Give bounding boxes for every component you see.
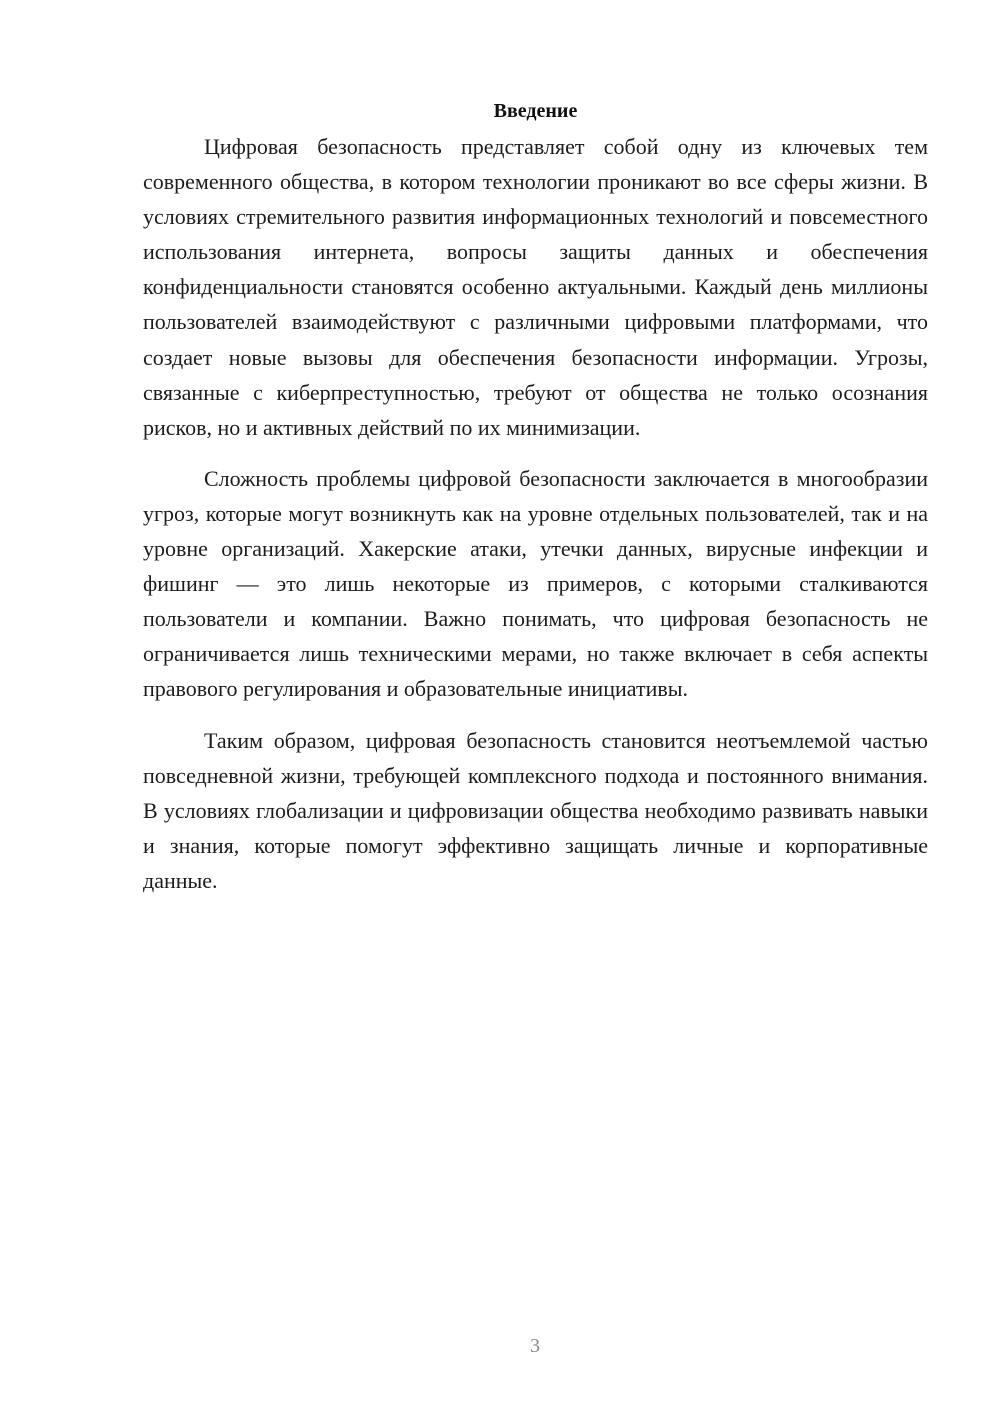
section-title: Введение [493, 100, 578, 122]
paragraph-3: Таким образом, цифровая безопасность становится неотъемлемой частью повседневной жизни, требующей комплексного подхода и постоянного внимания. В условиях глобализации и цифровизации общества необходимо развивать навыки и знания, которые помогут эффективно защищать личные и корпоративные данные. [143, 727, 928, 893]
page-content [143, 94, 928, 898]
page-number: 3 [530, 1335, 540, 1357]
paragraph-1: Цифровая безопасность представляет собой одну из ключевых тем современного общества, в котором технологии проникают во все сферы жизни. В условиях стремительного развития информационных технологий и повсеместного использования интернета, вопросы защиты данных и обеспечения конфиденциальности становятся особенно актуальными. Каждый день миллионы пользователей взаимодействуют с различными цифровыми платформами, что создает новые вызовы для обеспечения безопасности информации. Угрозы, связанные с киберпреступностью, требуют от общества не только осознания рисков, но и активных действий по их минимизации. [143, 134, 928, 440]
paragraph-2: Сложность проблемы цифровой безопасности заключается в многообразии угроз, которые могут возникнуть как на уровне отдельных пользователей, так и на уровне организаций. Хакерские атаки, утечки данных, вирусные инфекции и фишинг — это лишь некоторые из примеров, с которыми сталкиваются пользователи и компании. Важно понимать, что цифровая безопасность не ограничивается лишь техническими мерами, но также включает в себя аспекты правового регулирования и образовательные инициативы. [143, 465, 928, 702]
